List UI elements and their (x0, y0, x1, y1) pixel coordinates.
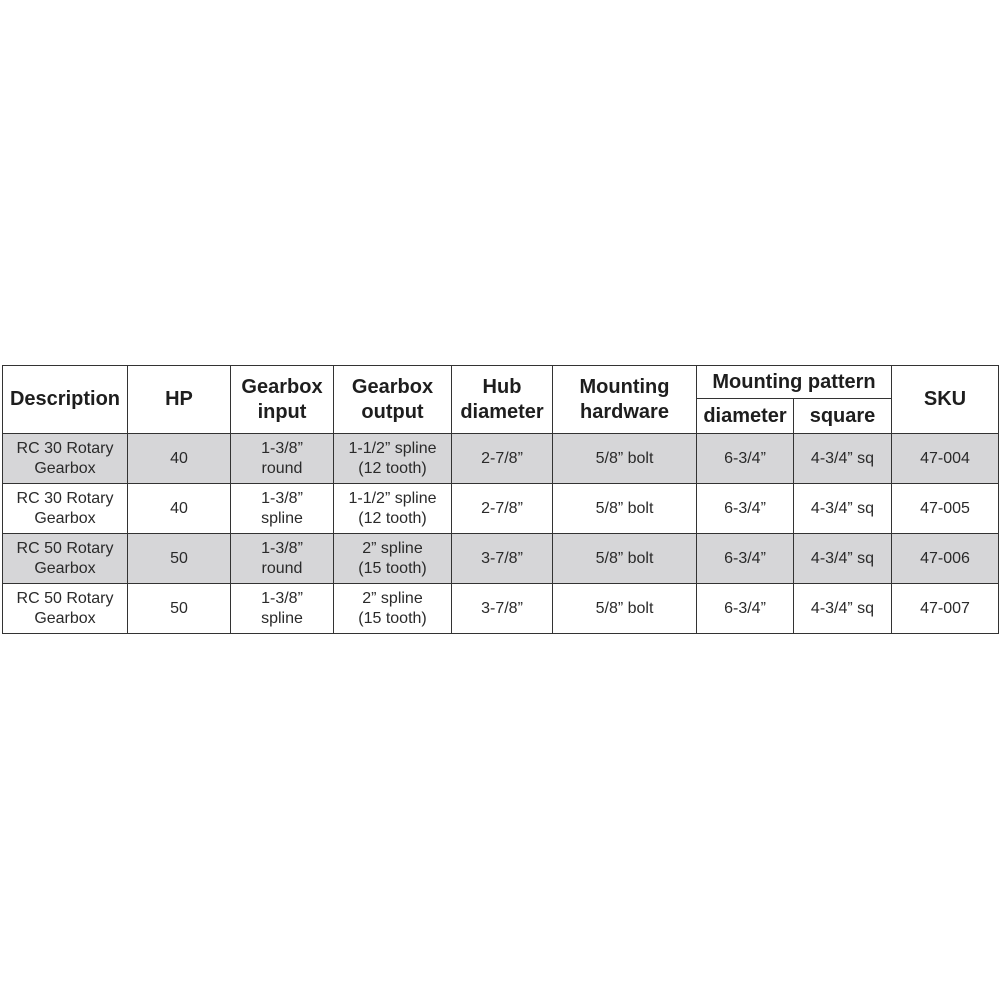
cell-pattern-square: 4-3/4” sq (794, 484, 892, 534)
cell-gearbox-input-line-1: 1-3/8” (261, 489, 303, 507)
header-hp-line-1: HP (165, 388, 193, 410)
cell-sku: 47-005 (892, 484, 999, 534)
cell-pattern-square: 4-3/4” sq (794, 534, 892, 584)
header-sku (892, 366, 999, 434)
cell-gearbox-input-line-1: 1-3/8” (261, 539, 303, 557)
cell-gearbox-output-line-1: 2” spline (362, 589, 423, 607)
header-mounting-hardware-line-1: Mounting (579, 375, 670, 398)
header-hub-diameter-line-1: Hub (482, 375, 522, 398)
cell-gearbox-input-line-2: spline (261, 509, 303, 527)
cell-description-line-2: Gearbox (34, 509, 96, 527)
cell-sku: 47-007 (892, 584, 999, 634)
cell-mounting-hardware: 5/8” bolt (553, 484, 697, 534)
table-row (3, 534, 999, 584)
cell-gearbox-output-line-2: (12 tooth) (358, 509, 427, 527)
table-row (3, 434, 999, 484)
cell-hp: 40 (128, 484, 231, 534)
cell-hub-diameter: 2-7/8” (452, 484, 553, 534)
cell-pattern-square: 4-3/4” sq (794, 434, 892, 484)
table-row (3, 484, 999, 534)
cell-gearbox-input-line-2: round (261, 459, 303, 477)
cell-hub-diameter: 2-7/8” (452, 434, 553, 484)
cell-description (3, 434, 128, 484)
cell-description-line-1: RC 50 Rotary (16, 539, 114, 557)
cell-description (3, 534, 128, 584)
cell-hp: 40 (128, 434, 231, 484)
header-gearbox-input-line-2: input (257, 400, 307, 423)
header-description (3, 366, 128, 434)
cell-gearbox-output-line-1: 2” spline (362, 539, 423, 557)
header-description-line-1: Description (9, 388, 121, 410)
header-gearbox-output-line-1: Gearbox (351, 375, 434, 398)
table-row (3, 584, 999, 634)
cell-gearbox-input-line-2: spline (261, 609, 303, 627)
cell-description-line-2: Gearbox (34, 459, 96, 477)
cell-gearbox-output-line-1: 1-1/2” spline (348, 489, 437, 507)
cell-gearbox-input (231, 434, 334, 484)
cell-gearbox-output (334, 434, 452, 484)
cell-sku: 47-004 (892, 434, 999, 484)
cell-gearbox-input-line-1: 1-3/8” (261, 439, 303, 457)
header-mounting-pattern: Mounting pattern (697, 366, 892, 399)
cell-gearbox-output-line-2: (15 tooth) (358, 559, 427, 577)
gearbox-spec-table (2, 365, 999, 634)
header-hub-diameter (452, 366, 553, 434)
header-row (3, 366, 999, 399)
cell-gearbox-output (334, 584, 452, 634)
table-body (3, 434, 999, 634)
cell-mounting-hardware: 5/8” bolt (553, 534, 697, 584)
cell-description-line-1: RC 30 Rotary (16, 439, 114, 457)
cell-pattern-diameter: 6-3/4” (697, 534, 794, 584)
cell-description-line-1: RC 30 Rotary (16, 489, 114, 507)
cell-pattern-diameter: 6-3/4” (697, 434, 794, 484)
header-pattern-diameter: diameter (697, 399, 794, 434)
header-sku-line-1: SKU (923, 388, 967, 410)
cell-hub-diameter: 3-7/8” (452, 584, 553, 634)
cell-sku: 47-006 (892, 534, 999, 584)
cell-gearbox-output (334, 534, 452, 584)
cell-hp: 50 (128, 584, 231, 634)
header-gearbox-input (231, 366, 334, 434)
cell-gearbox-output-line-1: 1-1/2” spline (348, 439, 437, 457)
cell-gearbox-output-line-2: (12 tooth) (358, 459, 427, 477)
cell-pattern-diameter: 6-3/4” (697, 484, 794, 534)
cell-mounting-hardware: 5/8” bolt (553, 584, 697, 634)
cell-hp: 50 (128, 534, 231, 584)
cell-mounting-hardware: 5/8” bolt (553, 434, 697, 484)
header-mounting-hardware-line-2: hardware (580, 400, 669, 423)
cell-gearbox-output-line-2: (15 tooth) (358, 609, 427, 627)
cell-description-line-1: RC 50 Rotary (16, 589, 114, 607)
header-gearbox-output (334, 366, 452, 434)
cell-gearbox-input (231, 584, 334, 634)
header-gearbox-input-line-1: Gearbox (241, 375, 323, 398)
cell-description-line-2: Gearbox (34, 609, 96, 627)
cell-pattern-diameter: 6-3/4” (697, 584, 794, 634)
cell-gearbox-input (231, 484, 334, 534)
cell-gearbox-output (334, 484, 452, 534)
cell-gearbox-input-line-2: round (261, 559, 303, 577)
cell-hub-diameter: 3-7/8” (452, 534, 553, 584)
header-hp (128, 366, 231, 434)
cell-description (3, 584, 128, 634)
cell-pattern-square: 4-3/4” sq (794, 584, 892, 634)
cell-description-line-2: Gearbox (34, 559, 96, 577)
header-hub-diameter-line-2: diameter (460, 400, 544, 423)
header-pattern-square: square (794, 399, 892, 434)
header-mounting-hardware (553, 366, 697, 434)
cell-gearbox-input-line-1: 1-3/8” (261, 589, 303, 607)
cell-gearbox-input (231, 534, 334, 584)
header-gearbox-output-line-2: output (361, 400, 424, 423)
cell-description (3, 484, 128, 534)
